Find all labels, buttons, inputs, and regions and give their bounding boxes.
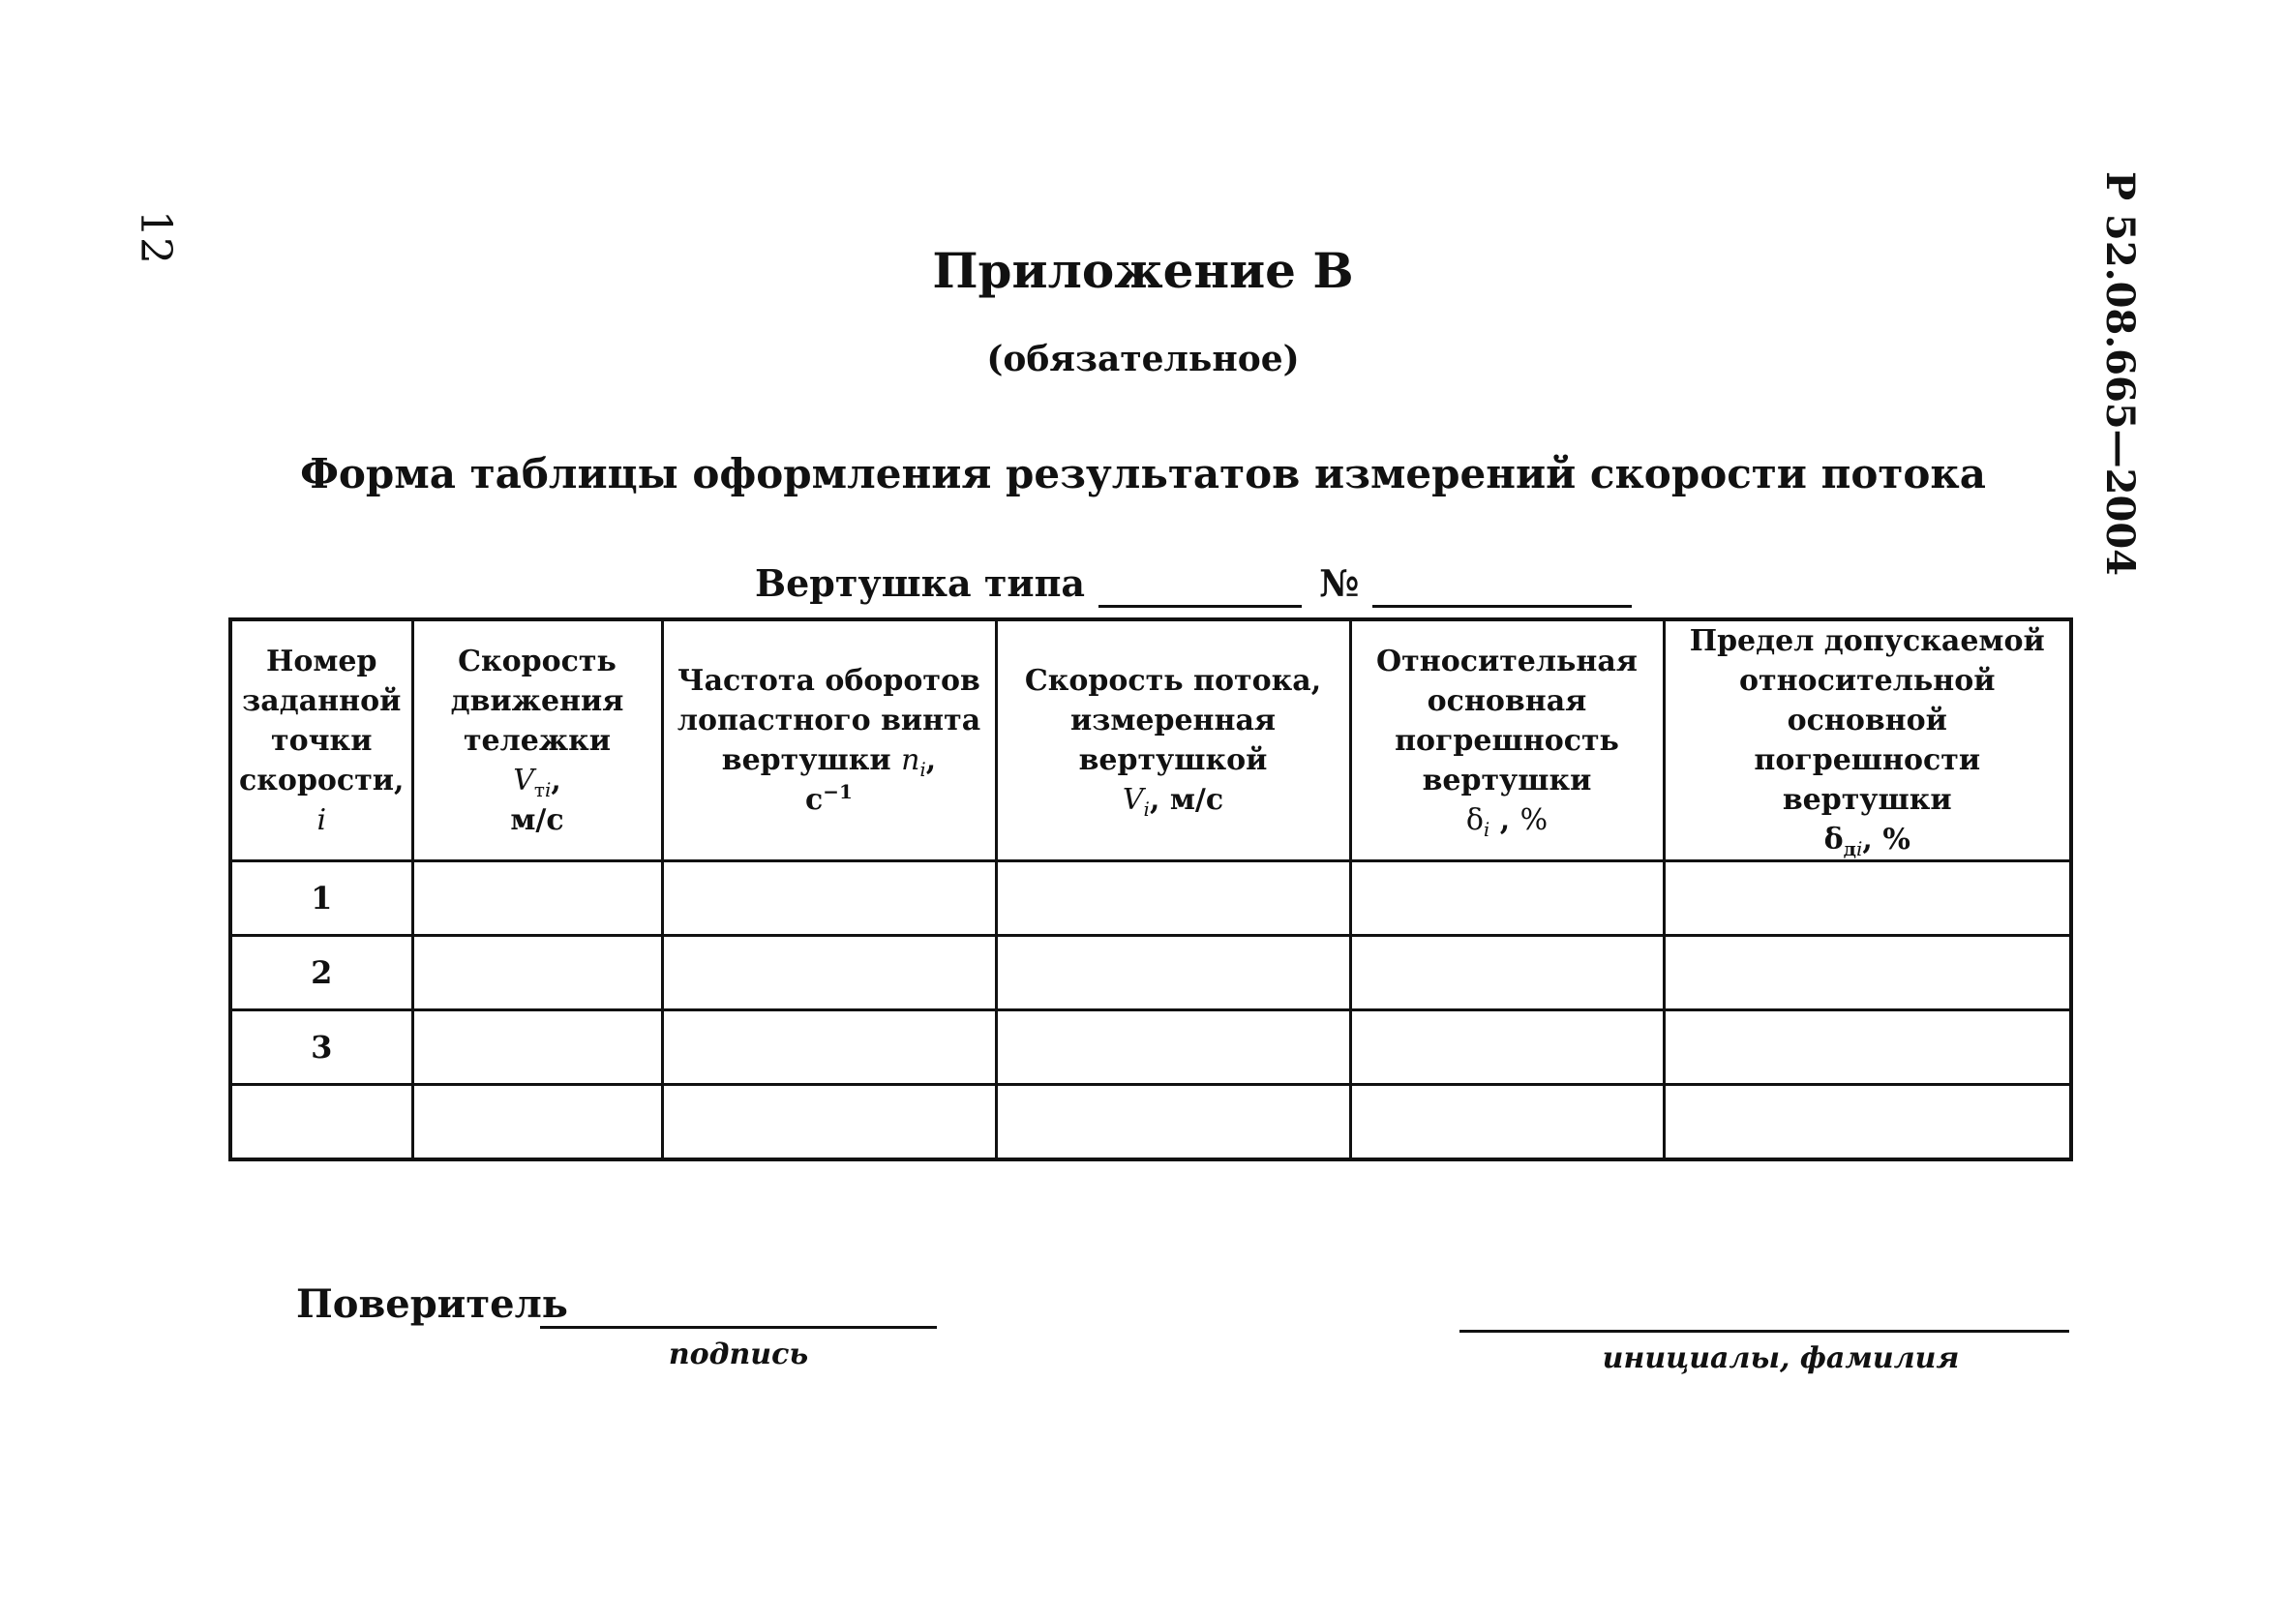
header-relative-error: Относительная основная погрешность вертушки $\delta_i$ , % — [1350, 619, 1664, 861]
table-row — [230, 861, 2071, 936]
table-cell[interactable] — [996, 861, 1350, 936]
table-cell[interactable] — [412, 936, 662, 1010]
table-cell[interactable] — [412, 1010, 662, 1085]
signature-line[interactable] — [540, 1326, 937, 1329]
meter-number-blank[interactable] — [1372, 566, 1632, 608]
table-cell[interactable] — [412, 861, 662, 936]
table-cell[interactable] — [996, 936, 1350, 1010]
table-cell[interactable] — [996, 1085, 1350, 1160]
table-cell[interactable] — [1350, 936, 1664, 1010]
header-carriage-speed: Скорость движения тележки $V_{тi}$, м/с — [412, 619, 662, 861]
table-cell[interactable] — [412, 1085, 662, 1160]
table-cell[interactable] — [662, 861, 996, 936]
table-cell[interactable] — [230, 1085, 412, 1160]
name-caption: инициалы, фамилия — [1602, 1341, 1960, 1375]
meter-number-label: № — [1319, 561, 1360, 605]
appendix-title: Приложение В — [932, 242, 1354, 299]
header-rotation-frequency: Частота оборотов лопастного винта вертушки $n_i$, $с^{-1}$ — [662, 619, 996, 861]
table-header-row — [230, 619, 2071, 861]
table-cell[interactable] — [1664, 1010, 2071, 1085]
current-meter-line — [755, 559, 1632, 608]
table-row — [230, 936, 2071, 1010]
table-cell: 1 — [230, 861, 412, 936]
table-row — [230, 1085, 2071, 1160]
table-cell[interactable] — [662, 1010, 996, 1085]
header-point-number: Номер заданной точки скорости, i — [230, 619, 412, 861]
table-cell: 2 — [230, 936, 412, 1010]
table-cell[interactable] — [662, 936, 996, 1010]
table-cell[interactable] — [1664, 1085, 2071, 1160]
table-cell[interactable] — [1350, 1085, 1664, 1160]
table-cell[interactable] — [996, 1010, 1350, 1085]
standard-code: Р 52.08.665—2004 — [2097, 170, 2143, 576]
meter-type-blank[interactable] — [1098, 566, 1302, 608]
page-number: 12 — [131, 210, 180, 264]
table-cell: 3 — [230, 1010, 412, 1085]
table-cell[interactable] — [1350, 861, 1664, 936]
signature-caption: подпись — [668, 1338, 809, 1371]
table-cell[interactable] — [1350, 1010, 1664, 1085]
verifier-label: Поверитель — [296, 1281, 568, 1327]
table-cell[interactable] — [1664, 861, 2071, 936]
table-cell[interactable] — [1664, 936, 2071, 1010]
form-heading: Форма таблицы оформления результатов измерений скорости потока — [300, 450, 1986, 497]
results-table — [228, 617, 2073, 1161]
name-line[interactable] — [1459, 1330, 2069, 1333]
appendix-status: (обязательное) — [986, 339, 1300, 379]
table-row — [230, 1010, 2071, 1085]
header-flow-speed: Скорость потока, измеренная вертушкой $V_i$, м/с — [996, 619, 1350, 861]
meter-type-label: Вертушка типа — [755, 561, 1086, 605]
header-error-limit: Предел допускаемой относительной основной погрешности вертушки $\delta_{дi}$, % — [1664, 619, 2071, 861]
table-cell[interactable] — [662, 1085, 996, 1160]
